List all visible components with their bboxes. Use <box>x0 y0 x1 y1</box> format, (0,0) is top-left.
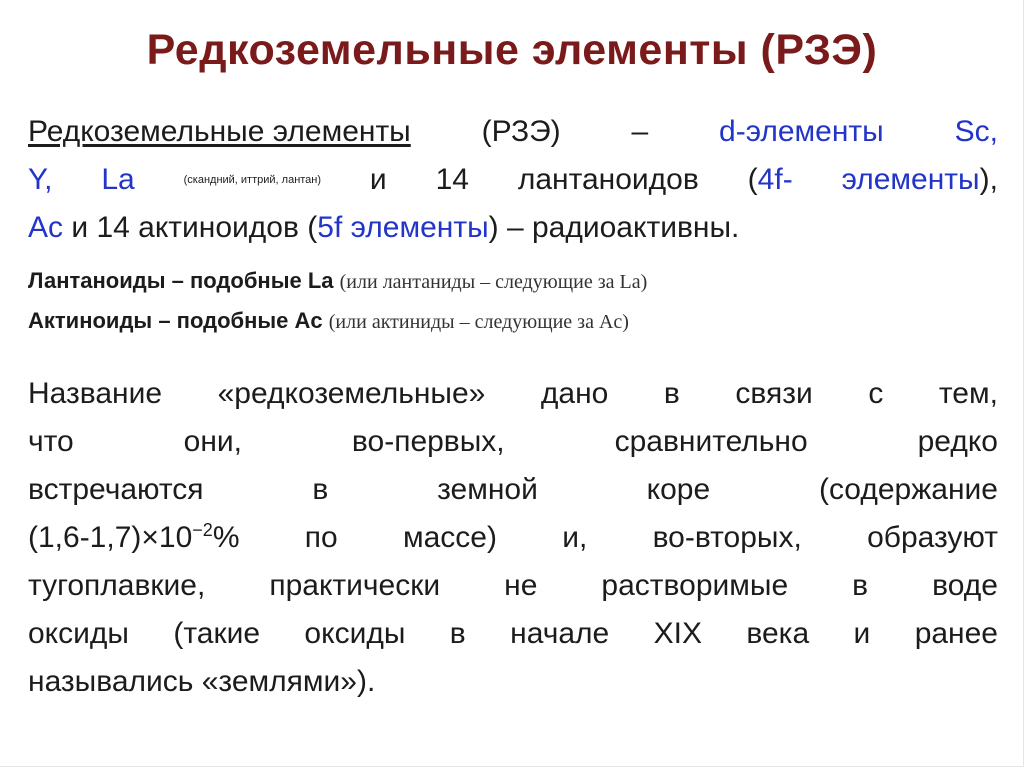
term-rare-earth: Редкоземельные элементы <box>28 115 411 148</box>
para-word: (такие <box>173 617 261 650</box>
para-word: дано <box>540 377 609 410</box>
para-word: растворимые <box>601 569 789 602</box>
para-word: практически <box>269 569 441 602</box>
para-row <box>28 466 998 514</box>
para-word: «редкоземельные» <box>217 377 486 410</box>
para-word: массе) <box>402 521 497 554</box>
para-word: редко <box>917 425 998 458</box>
intro-text: и 14 актиноидов ( <box>63 211 318 244</box>
intro-group <box>748 162 793 198</box>
actinoids-line <box>28 308 629 334</box>
para-last-line: назывались «землями»). <box>28 665 376 698</box>
formula-unit: % <box>212 521 240 554</box>
intro-word: и <box>369 163 387 196</box>
intro-line-2 <box>28 162 998 198</box>
para-word: оксиды <box>304 617 406 650</box>
para-row <box>28 370 998 418</box>
para-word: оксиды <box>28 617 129 650</box>
para-word: XIX <box>653 617 702 650</box>
para-word: тем, <box>938 377 998 410</box>
intro-word: лантаноидов <box>517 163 699 196</box>
para-word: они, <box>183 425 242 458</box>
para-row <box>28 658 998 706</box>
para-word: в <box>449 617 466 650</box>
para-word: тугоплавкие, <box>28 569 206 602</box>
intro-word-blue: Ac <box>28 211 64 244</box>
small-note: (скандний, иттрий, лантан) <box>183 174 322 186</box>
para-word: в <box>663 377 680 410</box>
intro-word: 14 <box>435 163 469 196</box>
para-word: земной <box>437 473 538 506</box>
para-word: связи <box>735 377 813 410</box>
para-word: и, <box>562 521 588 554</box>
intro-word-blue: 4f- <box>757 163 793 196</box>
lanthanoids-line <box>28 268 647 294</box>
formula-exponent: −2 <box>192 520 213 540</box>
para-word: не <box>504 569 538 602</box>
intro-word: (РЗЭ) <box>481 115 561 148</box>
para-word: начале <box>510 617 610 650</box>
para-word: Название <box>28 377 163 410</box>
para-word: с <box>868 377 884 410</box>
intro-word-blue: Sc, <box>954 115 998 148</box>
lanthanoids-label: Лантаноиды – подобные La <box>28 268 334 293</box>
para-word: в <box>852 569 869 602</box>
para-word: века <box>746 617 810 650</box>
actinoids-note: (или актиниды – следующие за Ac) <box>328 311 629 333</box>
para-word: коре <box>646 473 711 506</box>
para-word: сравнительно <box>614 425 808 458</box>
intro-line-1 <box>28 114 998 150</box>
intro-line-3 <box>28 210 998 246</box>
para-word: ранее <box>914 617 998 650</box>
intro-word-blue: La <box>101 163 135 196</box>
intro-word: ( <box>747 163 758 196</box>
para-word: воде <box>932 569 998 602</box>
para-row <box>28 610 998 658</box>
para-word: что <box>28 425 74 458</box>
intro-word: – <box>631 115 649 148</box>
actinoids-label: Актиноиды – подобные Ac <box>28 308 323 333</box>
para-row <box>28 562 998 610</box>
intro-text: ) – радиоактивны. <box>488 211 740 244</box>
para-word: (содержание <box>818 473 998 506</box>
para-row <box>28 418 998 466</box>
para-word <box>28 514 240 562</box>
intro-word-blue: 5f элементы <box>317 211 489 244</box>
intro-word-blue: Y, <box>28 163 53 196</box>
intro-group <box>842 162 998 198</box>
para-word: по <box>304 521 338 554</box>
intro-word-blue: элементы <box>841 163 980 196</box>
para-row <box>28 514 998 562</box>
intro-word-blue: d-элементы <box>719 115 884 148</box>
intro-word: ), <box>979 163 998 196</box>
formula-base: (1,6-1,7)×10 <box>28 521 193 554</box>
para-word: образуют <box>867 521 998 554</box>
para-word: в <box>312 473 329 506</box>
para-word: во-вторых, <box>652 521 802 554</box>
para-word: встречаются <box>28 473 204 506</box>
para-word: во-первых, <box>351 425 505 458</box>
explanation-paragraph <box>28 370 998 706</box>
para-word: и <box>853 617 871 650</box>
lanthanoids-note: (или лантаниды – следующие за La) <box>339 271 648 293</box>
slide-title: Редкоземельные элементы (РЗЭ) <box>146 26 878 74</box>
